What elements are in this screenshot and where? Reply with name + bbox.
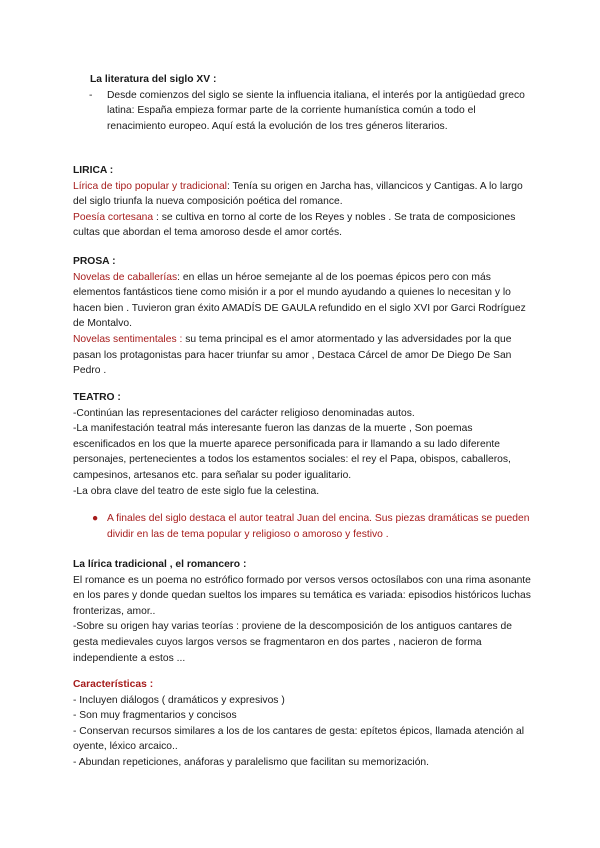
caracteristica-item: - Abundan repeticiones, anáforas y paralelismo que facilitan su memorización.: [73, 756, 430, 768]
lirica-popular-text: : Tenía su origen en Jarcha has, villancicos y Cantigas. A lo largo del siglo triunfa la nueva composición poética del romance.: [73, 180, 523, 208]
prosa-paragraph-2: [73, 332, 533, 379]
lirica-cortesana-text: : se cultiva en torno al corte de los Reyes y nobles . Se trata de composiciones cultas que abordan el tema amoroso desde el amor cortés.: [73, 211, 516, 239]
lirica-section: [73, 163, 533, 241]
romancero-heading: La lírica tradicional , el romancero :: [73, 559, 247, 570]
dash-marker: -: [89, 89, 93, 101]
lirica-paragraph-1: [73, 179, 533, 210]
prosa-heading: PROSA :: [73, 256, 116, 267]
intro-list-item: [73, 88, 533, 135]
caracteristica-item: - Conservan recursos similares a los de los cantares de gesta: epítetos épicos, llamada atención al oyente, léxico arcaico..: [73, 725, 525, 753]
teatro-section: [73, 390, 533, 499]
prosa-paragraph-1: [73, 270, 533, 332]
intro-item-text: Desde comienzos del siglo se siente la influencia italiana, el interés por la antigüedad greco latina: España empieza formar parte de la corriente humanística común a todo el renacimiento europeo. Aquí está la evolución de los tres géneros literarios.: [107, 89, 525, 132]
prosa-sentimentales-label: Novelas sentimentales :: [73, 333, 183, 345]
lirica-heading: LIRICA :: [73, 165, 114, 176]
teatro-bullet-item: [73, 511, 533, 542]
romancero-paragraph-2: -Sobre su origen hay varias teorías : proviene de la descomposición de los antiguos cantares de gesta medievales cuyos largos versos se fragmentaron en dos partes , nacieron de forma independiente a estos ...: [73, 621, 513, 664]
caracteristica-item: - Incluyen diálogos ( dramáticos y expresivos ): [73, 694, 285, 706]
teatro-line-3: -La obra clave del teatro de este siglo fue la celestina.: [73, 485, 320, 497]
teatro-bullet-text: A finales del siglo destaca el autor teatral Juan del encina. Sus piezas dramáticas se pueden dividir en las de tema popular y religioso o amoroso y festivo .: [107, 513, 530, 540]
romancero-paragraph-1: El romance es un poema no estrófico formado por versos versos octosílabos con una rima asonante en los pares y donde quedan sueltos los impares su temática es variada: episodios históricos luchas fronterizas, amor..: [73, 574, 531, 617]
intro-section: [73, 72, 533, 134]
teatro-line-2: -La manifestación teatral más interesante fueron las danzas de la muerte , Son poemas escenificados en los que la muerte aparece personificada para ir llamando a su lado diferente personajes, pertenecientes a todos los estamentos sociales: el rey el Papa, obispos, caballeros, campesinos, artesanos etc. para señalar su poder igualitario.: [73, 423, 511, 481]
prosa-caballerias-text: : en ellas un héroe semejante al de los poemas épicos pero con más elementos fantásticos tiene como misión ir a por el mundo ayudando a quienes lo necesitan y lo hacen bien . Tuvieron gran éxito AMADÍS DE GAULA refundido en el siglo XVI por Garci Rodríguez de Montalvo.: [73, 271, 526, 330]
prosa-sentimentales-text: su tema principal es el amor atormentado y las adversidades por la que pasan los protagonistas para hacer triunfar su amor , Destaca Cárcel de amor De Diego De San Pedro .: [73, 333, 512, 377]
teatro-heading: TEATRO :: [73, 392, 121, 403]
intro-title: La literatura del siglo XV :: [90, 74, 217, 85]
teatro-bullet-section: [73, 511, 533, 542]
lirica-paragraph-2: [73, 210, 533, 241]
prosa-caballerias-label: Novelas de caballerías: [73, 271, 178, 283]
bullet-dot-icon: ●: [92, 513, 99, 524]
teatro-line-1: -Continúan las representaciones del carácter religioso denominadas autos.: [73, 407, 415, 419]
caracteristicas-section: [73, 677, 533, 771]
lirica-popular-label: Lírica de tipo popular y tradicional: [73, 180, 227, 192]
romancero-section: [73, 557, 533, 666]
lirica-cortesana-label: Poesía cortesana: [73, 211, 154, 223]
caracteristica-item: - Son muy fragmentarios y concisos: [73, 710, 237, 722]
caracteristicas-heading: Características :: [73, 679, 154, 690]
prosa-section: [73, 254, 533, 379]
